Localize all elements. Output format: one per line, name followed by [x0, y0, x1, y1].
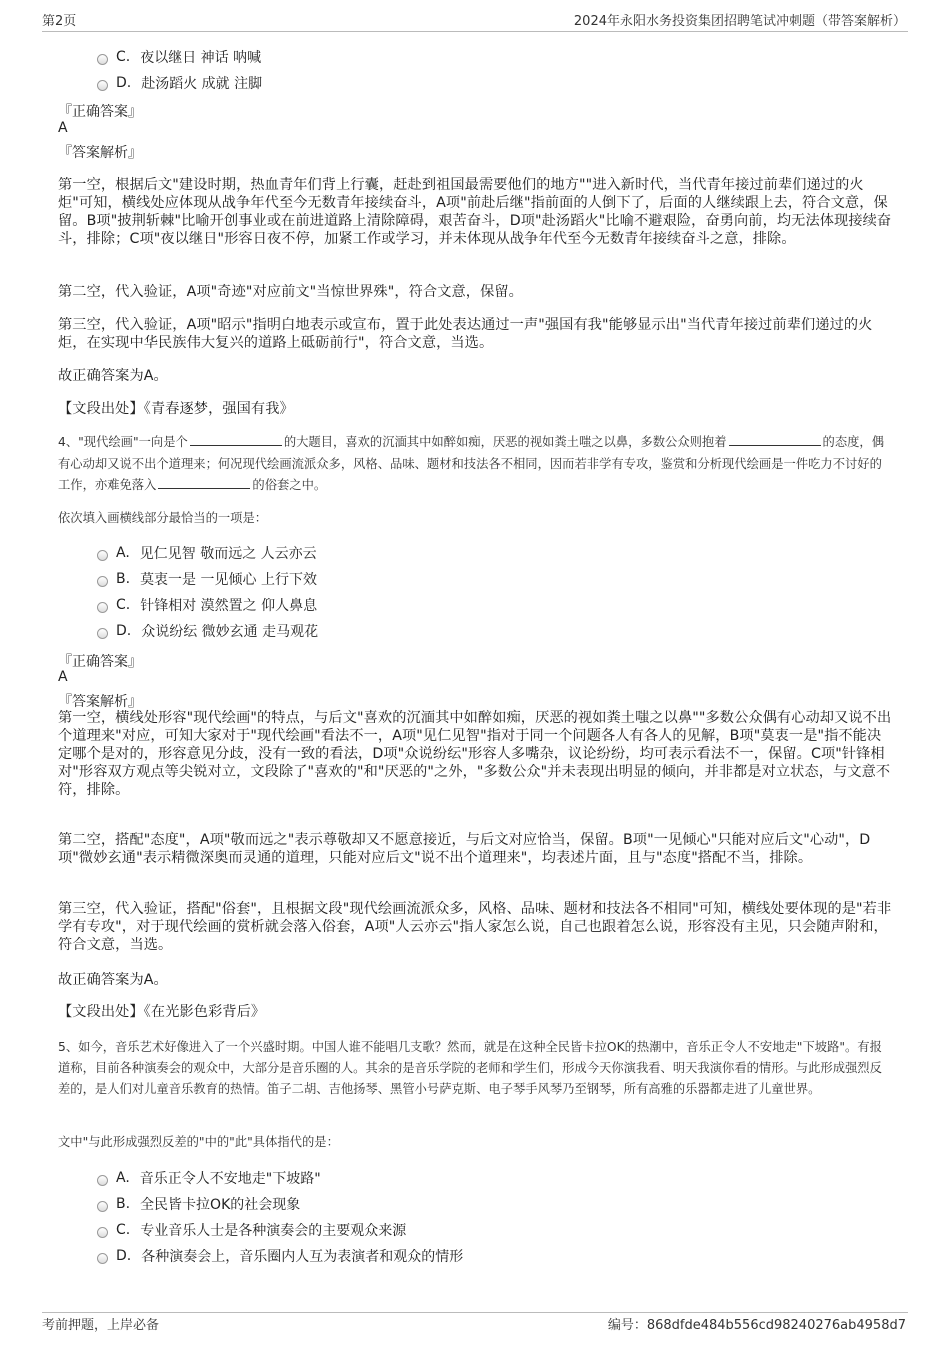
footer-slogan: 考前押题，上岸必备 [42, 1318, 160, 1333]
footer-divider [42, 1312, 908, 1313]
question-4-stem: 4、"现代绘画"一向是个 的大题目，喜欢的沉湎其中如醉如痴，厌恶的视如粪土嗤之以鼻，多数公众则抱着 的态度，偶有心动却又说不出个道理来；何况现代绘画流派众多，风格、品味、题材和技法各不相同，因而若非学有专攻，鉴赏和分析现代绘画是一件吃力不讨好的工作，亦难免落入 的俗套之中。 [58, 435, 885, 492]
q4-option-a[interactable]: A. 见仁见智 敬而远之 人云亦云 [97, 543, 317, 563]
correct-answer-label: 『正确答案』 [58, 104, 142, 120]
radio-icon[interactable] [97, 1253, 108, 1264]
correct-answer: A [58, 120, 68, 136]
analysis-conclusion: 故正确答案为A。 [58, 368, 168, 384]
question-4-prompt: 依次填入画横线部分最恰当的一项是： [58, 511, 268, 525]
q3-option-d[interactable]: D. 赴汤蹈火 成就 注脚 [97, 73, 262, 93]
q5-option-d[interactable]: D. 各种演奏会上，音乐圈内人互为表演者和观众的情形 [97, 1246, 463, 1266]
q5-option-a[interactable]: A. 音乐正令人不安地走"下坡路" [97, 1168, 321, 1188]
q4-option-c[interactable]: C. 针锋相对 漠然置之 仰人鼻息 [97, 595, 317, 615]
analysis-paragraph: 第二空，代入验证，A项"奇迹"对应前文"当惊世界殊"，符合文意，保留。 [58, 284, 523, 300]
analysis-paragraph: 第三空，代入验证，A项"昭示"指明白地表示或宣布，置于此处表达通过一声"强国有我"能够显示出"当代青年接过前辈们递过的火炬，在实现中华民族伟大复兴的道路上砥砺前行"，符合文意，当选。 [58, 317, 873, 351]
correct-answer: A [58, 669, 68, 685]
analysis-conclusion: 故正确答案为A。 [58, 972, 168, 988]
radio-icon[interactable] [97, 1175, 108, 1186]
question-5-stem: 5、如今，音乐艺术好像进入了一个兴盛时期。中国人谁不能唱几支歌？然而，就是在这种全民皆卡拉OK的热潮中，音乐正令人不安地走"下坡路"。有报道称，目前各种演奏会的观众中，大部分是音乐圈的人。其余的是音乐学院的老师和学生们，形成今天你演我看、明天我演你看的情形。与此形成强烈反差的，是人们对儿童音乐教育的热情。笛子二胡、吉他扬琴、黑管小号萨克斯、电子琴手风琴乃至钢琴，所有高雅的乐器都走进了儿童世界。 [58, 1040, 882, 1096]
analysis-paragraph: 第一空，横线处形容"现代绘画"的特点，与后文"喜欢的沉湎其中如醉如痴，厌恶的视如粪土嗤之以鼻""多数公众偶有心动却又说不出个道理来"对应，可知大家对于"现代绘画"看法不一，A项"见仁见智"指对于同一个问题各人有各人的见解，B项"莫衷一是"指不能决定哪个是对的，形容意见分歧，没有一致的看法，D项"众说纷纭"形容人多嘴杂，议论纷纷，均可表示看法不一，保留。C项"针锋相对"形容双方观点等尖锐对立，文段除了"喜欢的"和"厌恶的"之外，"多数公众"并未表现出明显的倾向，并非都是对立状态，与文意不符，排除。 [58, 710, 892, 798]
header-divider [42, 31, 908, 32]
blank-line [729, 433, 821, 446]
page-number: 第2页 [42, 14, 77, 29]
radio-icon[interactable] [97, 628, 108, 639]
q5-option-c[interactable]: C. 专业音乐人士是各种演奏会的主要观众来源 [97, 1220, 406, 1240]
source-citation: 【文段出处】《青春逐梦，强国有我》 [58, 401, 294, 417]
radio-icon[interactable] [97, 550, 108, 561]
question-5-prompt: 文中"与此形成强烈反差的"中的"此"具体指代的是： [58, 1135, 339, 1149]
radio-icon[interactable] [97, 576, 108, 587]
radio-icon[interactable] [97, 54, 108, 65]
analysis-label: 『答案解析』 [58, 145, 142, 161]
analysis-label: 『答案解析』 [58, 694, 142, 710]
blank-line [158, 476, 250, 489]
correct-answer-label: 『正确答案』 [58, 654, 142, 670]
q3-option-c[interactable]: C. 夜以继日 神话 呐喊 [97, 47, 261, 67]
radio-icon[interactable] [97, 1201, 108, 1212]
analysis-paragraph: 第一空，根据后文"建设时期，热血青年们背上行囊，赶赴到祖国最需要他们的地方""进入新时代，当代青年接过前辈们递过的火炬"可知，横线处应体现从战争年代至今无数青年接续奋斗，A项"前赴后继"指前面的人倒下了，后面的人继续跟上去，符合文意，保留。B项"披荆斩棘"比喻开创事业或在前进道路上清除障碍，艰苦奋斗，D项"赴汤蹈火"比喻不避艰险，奋勇向前，均无法体现接续奋斗，排除；C项"夜以继日"形容日夜不停，加紧工作或学习，并未体现从战争年代至今无数青年接续奋斗之意，排除。 [58, 177, 892, 247]
q4-option-d[interactable]: D. 众说纷纭 微妙玄通 走马观花 [97, 621, 318, 641]
analysis-paragraph: 第二空，搭配"态度"，A项"敬而远之"表示尊敬却又不愿意接近，与后文对应恰当，保留。B项"一见倾心"只能对应后文"心动"，D项"微妙玄通"表示精微深奥而灵通的道理，只能对应后文"说不出个道理来"，均表述片面，且与"态度"搭配不当，排除。 [58, 832, 871, 866]
document-title: 2024年永阳水务投资集团招聘笔试冲刺题（带答案解析） [573, 14, 906, 29]
q5-option-b[interactable]: B. 全民皆卡拉OK的社会现象 [97, 1194, 300, 1214]
document-id: 编号：868dfde484b556cd98240276ab4958d7 [607, 1318, 906, 1333]
source-citation: 【文段出处】《在光影色彩背后》 [58, 1004, 266, 1020]
q4-option-b[interactable]: B. 莫衷一是 一见倾心 上行下效 [97, 569, 317, 589]
analysis-paragraph: 第三空，代入验证，搭配"俗套"，且根据文段"现代绘画流派众多，风格、品味、题材和技法各不相同"可知，横线处要体现的是"若非学有专攻"，对于现代绘画的赏析就会落入俗套，A项"人云亦云"指人家怎么说，自己也跟着怎么说，形容没有主见，只会随声附和，符合文意，当选。 [58, 901, 892, 953]
radio-icon[interactable] [97, 1227, 108, 1238]
radio-icon[interactable] [97, 602, 108, 613]
blank-line [190, 433, 282, 446]
radio-icon[interactable] [97, 80, 108, 91]
